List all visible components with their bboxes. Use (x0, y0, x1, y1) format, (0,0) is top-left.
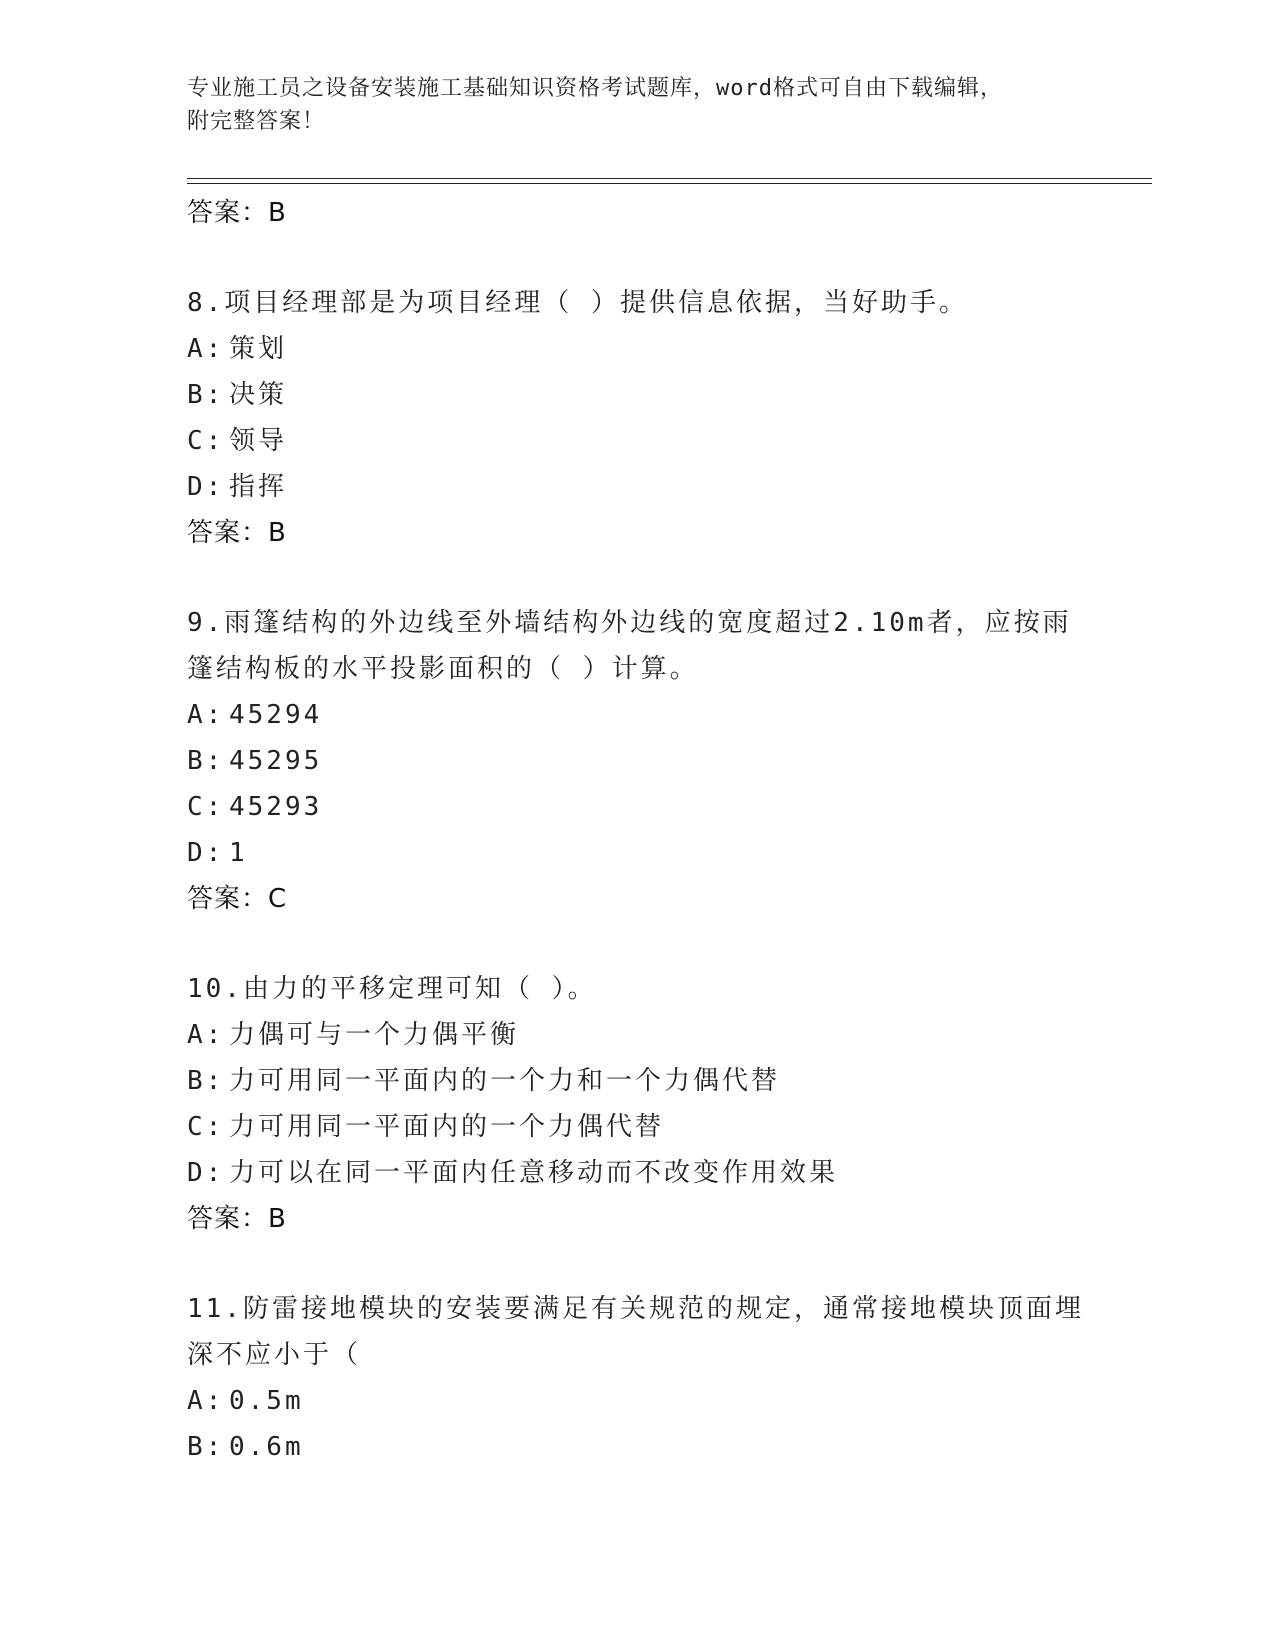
answer-line: 答案：B (187, 518, 287, 548)
option-key: A: (187, 700, 225, 730)
option-a (187, 692, 1087, 738)
option-key: A: (187, 334, 225, 364)
option-key: D: (187, 838, 225, 868)
option-text: 45294 (229, 700, 323, 730)
question-text: 11.防雷接地模块的安装要满足有关规范的规定，通常接地模块顶面埋 (187, 1294, 1084, 1324)
option-text: 力可以在同一平面内任意移动而不改变作用效果 (229, 1158, 839, 1188)
option-key: B: (187, 1432, 225, 1462)
spacer (187, 556, 1087, 600)
header-divider-bottom (187, 183, 1152, 184)
option-c (187, 784, 1087, 830)
option-key: D: (187, 472, 225, 502)
question-item (187, 966, 1087, 1242)
header-line-2: 附完整答案！ (187, 109, 326, 134)
page-header (187, 72, 1067, 138)
option-text: 0.5m (229, 1386, 304, 1416)
option-a (187, 326, 1087, 372)
option-b (187, 1058, 1087, 1104)
question-text-continued: 篷结构板的水平投影面积的（ ）计算。 (187, 654, 699, 684)
option-text: 0.6m (229, 1432, 304, 1462)
option-text: 指挥 (229, 472, 288, 502)
option-key: C: (187, 792, 225, 822)
option-text: 策划 (229, 334, 288, 364)
question-item (187, 1286, 1087, 1470)
option-key: D: (187, 1158, 225, 1188)
option-a (187, 1012, 1087, 1058)
option-text: 45295 (229, 746, 323, 776)
spacer (187, 922, 1087, 966)
option-key: B: (187, 1066, 225, 1096)
option-a (187, 1378, 1087, 1424)
answer-line: 答案：B (187, 1204, 287, 1234)
option-b (187, 372, 1087, 418)
option-key: B: (187, 746, 225, 776)
option-text: 力可用同一平面内的一个力和一个力偶代替 (229, 1066, 781, 1096)
answer-line: 答案：B (187, 198, 287, 228)
spacer (187, 236, 1087, 280)
option-text: 力偶可与一个力偶平衡 (229, 1020, 520, 1050)
option-key: C: (187, 426, 225, 456)
question-item (187, 600, 1087, 922)
question-item (187, 280, 1087, 556)
option-key: B: (187, 380, 225, 410)
option-text: 1 (229, 838, 248, 868)
option-key: C: (187, 1112, 225, 1142)
option-key: A: (187, 1386, 225, 1416)
header-divider-top (187, 178, 1152, 179)
question-text-continued: 深不应小于（ (187, 1340, 362, 1370)
option-key: A: (187, 1020, 225, 1050)
option-text: 45293 (229, 792, 323, 822)
option-b (187, 738, 1087, 784)
option-d (187, 1150, 1087, 1196)
question-text: 9.雨篷结构的外边线至外墙结构外边线的宽度超过2.10m者，应按雨 (187, 608, 1072, 638)
option-b (187, 1424, 1087, 1470)
option-c (187, 418, 1087, 464)
answer-line: 答案：C (187, 884, 288, 914)
option-text: 决策 (229, 380, 288, 410)
question-list (187, 190, 1087, 1470)
option-text: 力可用同一平面内的一个力偶代替 (229, 1112, 665, 1142)
spacer (187, 1242, 1087, 1286)
option-d (187, 464, 1087, 510)
option-c (187, 1104, 1087, 1150)
question-text: 8.项目经理部是为项目经理（ ）提供信息依据，当好助手。 (187, 288, 968, 318)
option-text: 领导 (229, 426, 288, 456)
question-text: 10.由力的平移定理可知（ ）。 (187, 974, 597, 1004)
option-d (187, 830, 1087, 876)
header-line-1: 专业施工员之设备安装施工基础知识资格考试题库，word格式可自由下载编辑， (187, 76, 1003, 101)
